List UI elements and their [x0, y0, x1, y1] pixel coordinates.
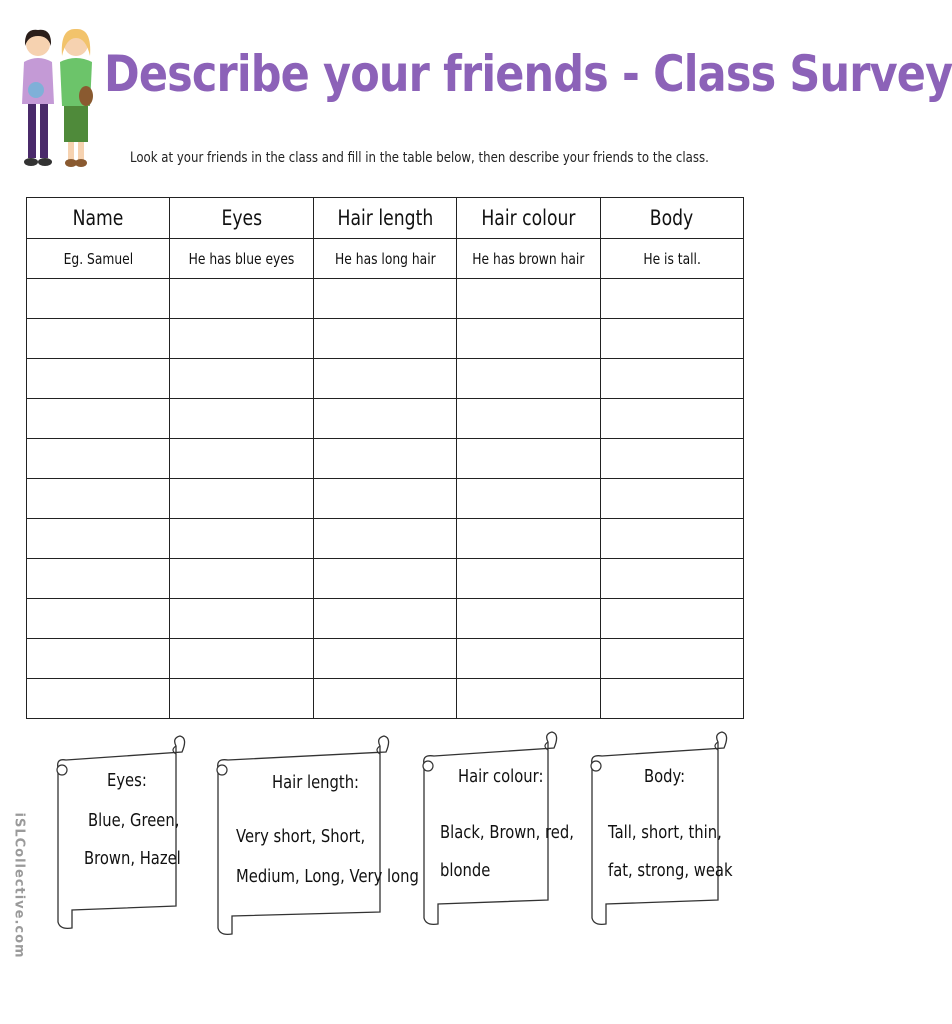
two-girls-illustration — [14, 26, 100, 172]
example-cell: He has brown hair — [457, 239, 600, 279]
blank-cell[interactable] — [27, 679, 170, 719]
blank-cell[interactable] — [313, 599, 456, 639]
blank-cell[interactable] — [170, 639, 313, 679]
example-cell: He is tall. — [600, 239, 743, 279]
blank-cell[interactable] — [170, 679, 313, 719]
blank-cell[interactable] — [27, 479, 170, 519]
scroll-hair-length — [214, 732, 419, 938]
scroll-line: fat, strong, weak — [608, 860, 733, 881]
scroll-heading: Hair length: — [272, 772, 360, 793]
scroll-heading: Body: — [644, 766, 686, 787]
table-row — [27, 359, 744, 399]
blank-cell[interactable] — [457, 319, 600, 359]
blank-cell[interactable] — [313, 439, 456, 479]
page-title: Describe your friends - Class Survey — [104, 45, 952, 103]
blank-cell[interactable] — [313, 279, 456, 319]
scroll-line: Brown, Hazel — [84, 848, 181, 869]
blank-cell[interactable] — [457, 559, 600, 599]
example-row — [27, 239, 744, 279]
blank-cell[interactable] — [600, 319, 743, 359]
table-row — [27, 319, 744, 359]
scroll-line: Tall, short, thin, — [608, 822, 722, 843]
table-row — [27, 279, 744, 319]
blank-cell[interactable] — [600, 519, 743, 559]
blank-cell[interactable] — [457, 399, 600, 439]
scroll-line: Very short, Short, — [236, 826, 366, 847]
blank-cell[interactable] — [600, 599, 743, 639]
blank-cell[interactable] — [457, 599, 600, 639]
column-header-eyes: Eyes — [170, 198, 313, 239]
blank-cell[interactable] — [27, 599, 170, 639]
blank-cell[interactable] — [600, 639, 743, 679]
blank-cell[interactable] — [457, 639, 600, 679]
blank-cell[interactable] — [600, 559, 743, 599]
blank-cell[interactable] — [170, 599, 313, 639]
blank-cell[interactable] — [170, 319, 313, 359]
blank-cell[interactable] — [313, 679, 456, 719]
table-row — [27, 639, 744, 679]
example-cell: Eg. Samuel — [27, 239, 170, 279]
blank-cell[interactable] — [170, 479, 313, 519]
table-row — [27, 559, 744, 599]
instructions: Look at your friends in the class and fill in the table below, then describe your friends to the class. — [130, 150, 709, 166]
scroll-heading: Hair colour: — [458, 766, 544, 787]
blank-cell[interactable] — [457, 279, 600, 319]
blank-cell[interactable] — [170, 519, 313, 559]
blank-cell[interactable] — [313, 639, 456, 679]
scroll-eyes — [52, 732, 192, 932]
blank-cell[interactable] — [27, 279, 170, 319]
table-row — [27, 599, 744, 639]
watermark: iSLCollective.com — [11, 812, 27, 959]
blank-cell[interactable] — [313, 559, 456, 599]
table-row — [27, 679, 744, 719]
blank-cell[interactable] — [170, 359, 313, 399]
blank-cell[interactable] — [457, 519, 600, 559]
scroll-body — [588, 728, 734, 928]
blank-cell[interactable] — [600, 479, 743, 519]
blank-cell[interactable] — [600, 439, 743, 479]
blank-cell[interactable] — [313, 319, 456, 359]
blank-cell[interactable] — [313, 519, 456, 559]
blank-cell[interactable] — [313, 479, 456, 519]
blank-cell[interactable] — [600, 399, 743, 439]
blank-cell[interactable] — [170, 279, 313, 319]
survey-table — [26, 197, 744, 719]
blank-cell[interactable] — [27, 639, 170, 679]
scroll-line: blonde — [440, 860, 491, 881]
scroll-line: Medium, Long, Very long — [236, 866, 419, 887]
table-header-row — [27, 198, 744, 239]
scroll-hair-colour — [420, 728, 574, 928]
blank-cell[interactable] — [600, 279, 743, 319]
table-row — [27, 479, 744, 519]
scroll-heading: Eyes: — [107, 770, 147, 791]
example-cell: He has long hair — [313, 239, 456, 279]
column-header-name: Name — [27, 198, 170, 239]
column-header-body: Body — [600, 198, 743, 239]
scroll-line: Black, Brown, red, — [440, 822, 574, 843]
blank-cell[interactable] — [313, 359, 456, 399]
table-row — [27, 439, 744, 479]
blank-cell[interactable] — [170, 439, 313, 479]
column-header-hair-colour: Hair colour — [457, 198, 600, 239]
blank-cell[interactable] — [27, 399, 170, 439]
blank-cell[interactable] — [457, 679, 600, 719]
blank-cell[interactable] — [457, 479, 600, 519]
scroll-line: Blue, Green, — [88, 810, 180, 831]
blank-cell[interactable] — [600, 679, 743, 719]
column-header-hair-length: Hair length — [313, 198, 456, 239]
blank-cell[interactable] — [27, 519, 170, 559]
blank-cell[interactable] — [313, 399, 456, 439]
blank-cell[interactable] — [600, 359, 743, 399]
table-row — [27, 519, 744, 559]
blank-cell[interactable] — [170, 399, 313, 439]
table-row — [27, 399, 744, 439]
example-cell: He has blue eyes — [170, 239, 313, 279]
blank-cell[interactable] — [27, 439, 170, 479]
blank-cell[interactable] — [170, 559, 313, 599]
blank-cell[interactable] — [457, 439, 600, 479]
blank-cell[interactable] — [27, 559, 170, 599]
blank-cell[interactable] — [27, 359, 170, 399]
blank-cell[interactable] — [457, 359, 600, 399]
blank-cell[interactable] — [27, 319, 170, 359]
